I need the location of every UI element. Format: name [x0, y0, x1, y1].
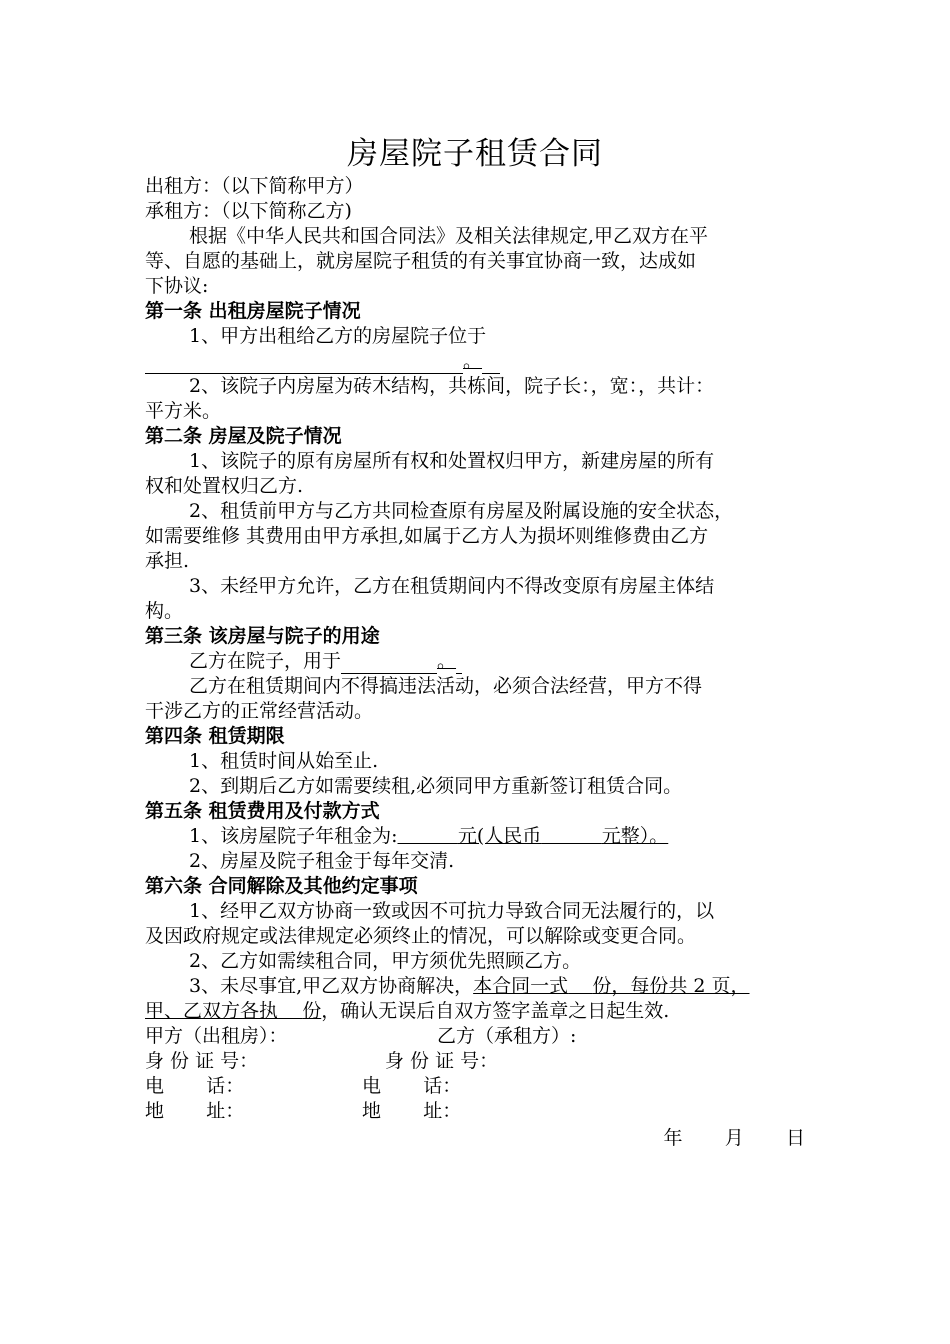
party-b-id-label: 身 份 证 号：: [385, 1050, 499, 1072]
signature-phone-row: [145, 1074, 813, 1099]
article-2-item-1-line-2: 权和处置权归乙方.: [145, 475, 304, 497]
signature-party-row: [145, 1024, 813, 1049]
each-party-text: 甲、乙双方各执: [145, 1000, 279, 1022]
signature-date: 年 月 日: [663, 1127, 805, 1149]
article-4-item-1: 1、租赁时间从始至止.: [189, 750, 379, 772]
party-a-id-label: 身 份 证 号：: [145, 1050, 259, 1072]
article-4-item-2: 2、到期后乙方如需要续租,必须同甲方重新签订租赁合同。: [189, 775, 683, 797]
usage-end-mark: 。: [437, 650, 457, 672]
copies-text: 本合同一式: [473, 975, 569, 997]
article-5-heading: 第五条 租赁费用及付款方式: [145, 800, 380, 822]
article-6-heading: 第六条 合同解除及其他约定事项: [145, 875, 418, 897]
party-a-address-label: 地 址：: [145, 1100, 245, 1122]
usage-blank[interactable]: [341, 653, 437, 674]
article-2-heading: 第二条 房屋及院子情况: [145, 425, 342, 447]
article-1-item-2-line-1: 2、该院子内房屋为砖木结构，共栋间，院子长：，宽：，共计：: [189, 375, 715, 397]
location-blank-tail: [482, 353, 500, 374]
article-2-item-3-line-1: 3、未经甲方允许，乙方在租赁期间内不得改变原有房屋主体结: [189, 575, 715, 597]
article-3-item-1: [145, 649, 813, 674]
article-1-location-blank-line: [145, 349, 813, 374]
article-3-heading: 第三条 该房屋与院子的用途: [145, 625, 380, 647]
article-1-item-2-line-2: 平方米。: [145, 400, 222, 422]
signature-address-row: [145, 1099, 813, 1124]
article-3-item-2-line-2: 干涉乙方的正常经营活动。: [145, 700, 374, 722]
location-blank[interactable]: [145, 353, 463, 374]
article-6-item-2: 2、乙方如需续租合同，甲方须优先照顾乙方。: [189, 950, 582, 972]
party-a-phone-label: 电 话：: [145, 1075, 245, 1097]
copies-blank[interactable]: [568, 975, 592, 997]
article-6-item-3-line-1: [145, 974, 813, 999]
article-1-item-1: 1、甲方出租给乙方的房屋院子位于: [189, 325, 487, 347]
rent-currency-text: 元(人民币: [457, 825, 542, 847]
article-6-item-3-prefix: 3、未尽事宜,甲乙双方协商解决，: [189, 975, 474, 997]
article-6-item-1-line-2: 及因政府规定或法律规定必须终止的情况，可以解除或变更合同。: [145, 925, 697, 947]
rent-end-text: 元整）。: [601, 825, 669, 847]
article-2-item-2-line-1: 2、租赁前甲方与乙方共同检查原有房屋及附属设施的安全状态，: [189, 500, 734, 522]
article-3-item-2-line-1: 乙方在租赁期间内不得搞违法活动，必须合法经营，甲方不得: [189, 675, 703, 697]
preamble-line-3: 下协议:: [145, 275, 209, 297]
each-party-blank[interactable]: [278, 1000, 302, 1022]
party-a-label: 甲方（出租房）：: [145, 1025, 288, 1047]
pages-text: 份，每份共 2 页，: [592, 975, 750, 997]
article-6-item-1-line-1: 1、经甲乙双方协商一致或因不可抗力导致合同无法履行的，以: [189, 900, 715, 922]
article-5-item-2: 2、房屋及院子租金于每年交清.: [189, 850, 455, 872]
party-b-phone-label: 电 话：: [362, 1075, 462, 1097]
location-end-mark: 。: [463, 350, 483, 372]
usage-label: 乙方在院子，用于: [189, 650, 342, 672]
article-1-heading: 第一条 出租房屋院子情况: [145, 300, 361, 322]
article-2-item-2-line-2: 如需要维修 其费用由甲方承担,如属于乙方人为损坏则维修费由乙方: [145, 525, 709, 547]
lessee-line: 承租方：（以下简称乙方): [145, 200, 352, 222]
article-2-item-3-line-2: 构。: [145, 600, 184, 622]
usage-blank-tail: [456, 653, 462, 674]
signature-id-row: [145, 1049, 813, 1074]
article-5-item-1: [145, 824, 813, 849]
party-b-address-label: 地 址：: [362, 1100, 462, 1122]
lessor-line: 出租方：（以下简称甲方）: [145, 175, 364, 197]
preamble-line-1: 根据《中华人民共和国合同法》及相关法律规定,甲乙双方在平: [189, 225, 709, 247]
effective-text: ，确认无误后自双方签字盖章之日起生效.: [321, 1000, 670, 1022]
party-b-label: 乙方（承租方）:: [437, 1025, 577, 1047]
document-title: 房屋院子租赁合同: [347, 136, 603, 172]
each-party-unit: 份: [302, 1000, 322, 1022]
article-6-item-3-line-2: [145, 999, 813, 1024]
contract-body: [145, 174, 813, 1151]
article-4-heading: 第四条 租赁期限: [145, 725, 285, 747]
article-2-item-1-line-1: 1、该院子的原有房屋所有权和处置权归甲方，新建房屋的所有: [189, 450, 715, 472]
rent-label: 1、该房屋院子年租金为:: [189, 825, 398, 847]
article-2-item-2-line-3: 承担.: [145, 550, 190, 572]
rent-words-blank[interactable]: [541, 825, 601, 847]
rent-amount-blank[interactable]: [398, 825, 458, 847]
preamble-line-2: 等、自愿的基础上，就房屋院子租赁的有关事宜协商一致，达成如: [145, 250, 697, 272]
